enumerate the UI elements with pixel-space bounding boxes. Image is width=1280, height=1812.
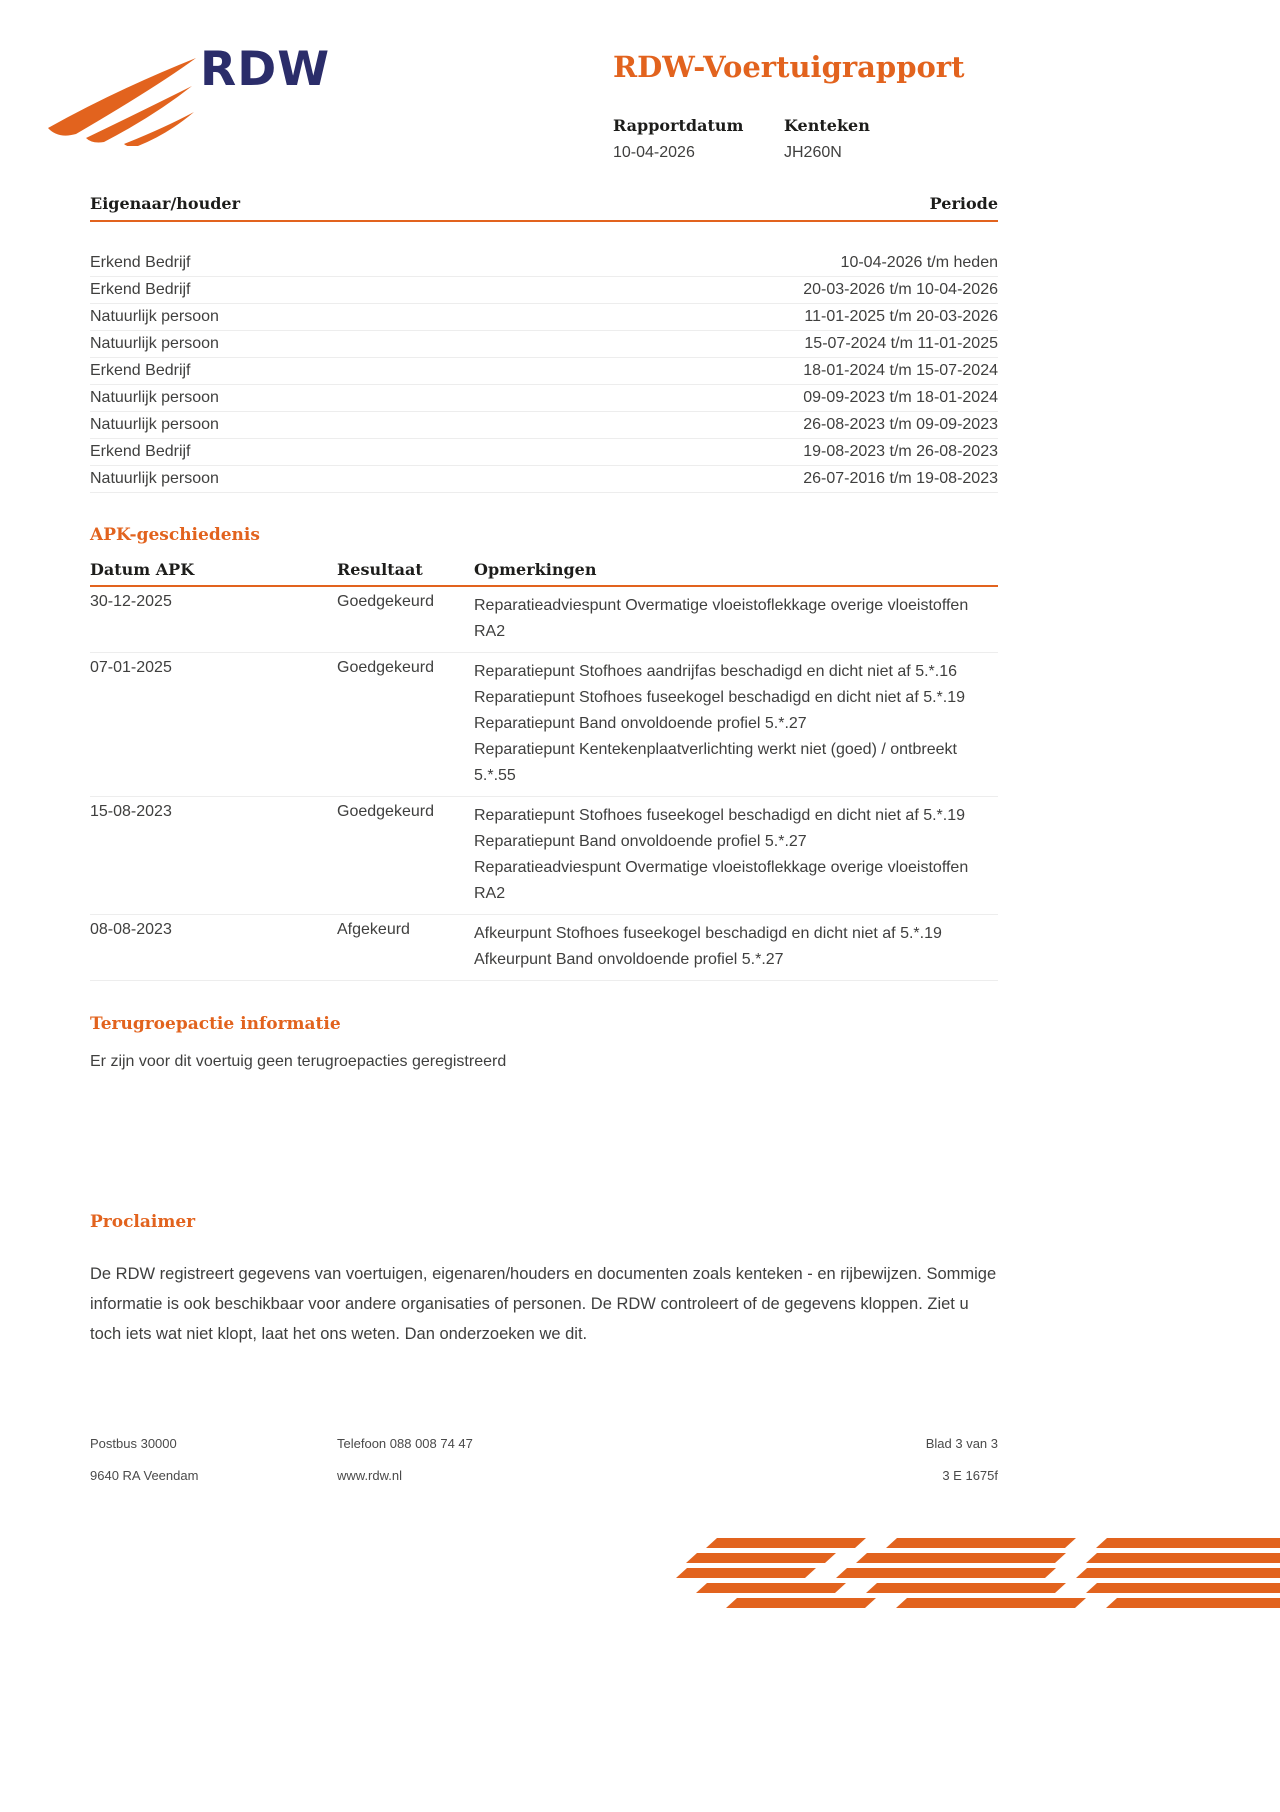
footer-row-2: [90, 1468, 998, 1483]
proclaimer-section: [90, 1212, 998, 1349]
footer-city: 9640 RA Veendam: [90, 1468, 199, 1483]
apk-remark-line: Afkeurpunt Stofhoes fuseekogel beschadigd en dicht niet af 5.*.19: [474, 925, 942, 942]
page-footer: [90, 1436, 998, 1500]
apk-remark-line: Reparatieadviespunt Overmatige vloeistoflekkage overige vloeistoffen RA2: [474, 859, 969, 902]
apk-resultaat: Afgekeurd: [337, 921, 410, 938]
owner-type: Natuurlijk persoon: [90, 470, 219, 487]
owner-type: Natuurlijk persoon: [90, 416, 219, 433]
apk-remarks: [474, 593, 998, 645]
footer-stripes-graphic: [676, 1538, 1280, 1616]
apk-remark-line: Reparatiepunt Band onvoldoende profiel 5.*.27: [474, 715, 807, 732]
apk-remark-line: Reparatiepunt Band onvoldoende profiel 5.*.27: [474, 833, 807, 850]
owner-table-row: [90, 331, 998, 358]
proclaimer-title: Proclaimer: [90, 1212, 196, 1232]
owner-period: 09-09-2023 t/m 18-01-2024: [803, 389, 998, 406]
kenteken-block: [784, 116, 955, 162]
apk-datum: 30-12-2025: [90, 593, 172, 610]
rdw-logo-text: RDW: [200, 42, 331, 97]
apk-remark-line: Reparatiepunt Kentekenplaatverlichting werkt niet (goed) / ontbreekt 5.*.55: [474, 741, 957, 784]
footer-postbus: Postbus 30000: [90, 1436, 177, 1451]
owner-table-row: [90, 304, 998, 331]
apk-resultaat: Goedgekeurd: [337, 593, 434, 610]
recall-section-title: Terugroepactie informatie: [90, 1014, 341, 1034]
owner-table-row: [90, 412, 998, 439]
apk-table-header: [90, 560, 998, 587]
owner-table-row: [90, 466, 998, 493]
owner-type: Erkend Bedrijf: [90, 362, 191, 379]
rdw-logo-swoosh-icon: [46, 56, 198, 146]
owner-table: [90, 250, 998, 493]
apk-col-datum: Datum APK: [90, 560, 195, 579]
owner-period: 10-04-2026 t/m heden: [840, 254, 998, 271]
rapportdatum-value: 10-04-2026: [613, 144, 695, 161]
apk-section: [90, 525, 998, 981]
apk-table-row: [90, 915, 998, 981]
footer-row-1: [90, 1436, 998, 1451]
apk-remarks: [474, 921, 998, 973]
owner-table-row: [90, 358, 998, 385]
owner-period: 11-01-2025 t/m 20-03-2026: [804, 308, 998, 325]
owner-table-row: [90, 385, 998, 412]
owner-type: Natuurlijk persoon: [90, 335, 219, 352]
apk-remark-line: Reparatiepunt Stofhoes fuseekogel beschadigd en dicht niet af 5.*.19: [474, 689, 966, 706]
apk-remark-line: Reparatiepunt Stofhoes aandrijfas beschadigd en dicht niet af 5.*.16: [474, 663, 957, 680]
footer-doc-code: 3 E 1675f: [942, 1468, 998, 1483]
kenteken-value: JH260N: [784, 144, 842, 161]
owner-type: Erkend Bedrijf: [90, 443, 191, 460]
owner-table-header: [90, 194, 998, 222]
owner-period: 26-08-2023 t/m 09-09-2023: [803, 416, 998, 433]
apk-remarks: [474, 803, 998, 907]
rapportdatum-block: [613, 116, 784, 162]
apk-resultaat: Goedgekeurd: [337, 803, 434, 820]
apk-table: [90, 587, 998, 981]
owner-type: Erkend Bedrijf: [90, 254, 191, 271]
period-header-label: Periode: [929, 194, 998, 213]
apk-datum: 07-01-2025: [90, 659, 172, 676]
apk-datum: 08-08-2023: [90, 921, 172, 938]
apk-remark-line: Reparatieadviespunt Overmatige vloeistoflekkage overige vloeistoffen RA2: [474, 597, 969, 640]
rapportdatum-label: Rapportdatum: [613, 116, 744, 135]
report-meta: [613, 116, 955, 162]
apk-section-title: APK-geschiedenis: [90, 525, 260, 545]
apk-table-row: [90, 797, 998, 915]
owner-period: 18-01-2024 t/m 15-07-2024: [803, 362, 998, 379]
apk-resultaat: Goedgekeurd: [337, 659, 434, 676]
apk-remarks: [474, 659, 998, 789]
page-title: RDW-Voertuigrapport: [613, 50, 965, 84]
owner-period: 19-08-2023 t/m 26-08-2023: [803, 443, 998, 460]
apk-col-opmerkingen: Opmerkingen: [474, 560, 597, 579]
kenteken-label: Kenteken: [784, 116, 870, 135]
owner-section: [90, 194, 998, 493]
apk-remark-line: Afkeurpunt Band onvoldoende profiel 5.*.27: [474, 951, 784, 968]
owner-period: 26-07-2016 t/m 19-08-2023: [803, 470, 998, 487]
owner-type: Erkend Bedrijf: [90, 281, 191, 298]
apk-remark-line: Reparatiepunt Stofhoes fuseekogel beschadigd en dicht niet af 5.*.19: [474, 807, 966, 824]
recall-section: [90, 1014, 998, 1071]
owner-table-row: [90, 439, 998, 466]
footer-page-number: Blad 3 van 3: [925, 1436, 998, 1451]
footer-phone: Telefoon 088 008 74 47: [337, 1436, 473, 1451]
owner-table-row: [90, 277, 998, 304]
owner-header-label: Eigenaar/houder: [90, 194, 241, 213]
owner-type: Natuurlijk persoon: [90, 389, 219, 406]
owner-period: 20-03-2026 t/m 10-04-2026: [803, 281, 998, 298]
owner-period: 15-07-2024 t/m 11-01-2025: [804, 335, 998, 352]
recall-text: Er zijn voor dit voertuig geen terugroepacties geregistreerd: [90, 1053, 507, 1070]
apk-col-resultaat: Resultaat: [337, 560, 423, 579]
owner-type: Natuurlijk persoon: [90, 308, 219, 325]
proclaimer-text: De RDW registreert gegevens van voertuigen, eigenaren/houders en documenten zoals kenteken - en rijbewijzen. Sommige informatie is ook beschikbaar voor andere organisaties of personen. De RDW controleert of de gegevens kloppen. Ziet u toch iets wat niet klopt, laat het ons weten. Dan onderzoeken we dit.: [90, 1265, 997, 1343]
owner-table-row: [90, 250, 998, 277]
footer-website: www.rdw.nl: [337, 1468, 403, 1483]
apk-table-row: [90, 653, 998, 797]
apk-datum: 15-08-2023: [90, 803, 172, 820]
apk-table-row: [90, 587, 998, 653]
